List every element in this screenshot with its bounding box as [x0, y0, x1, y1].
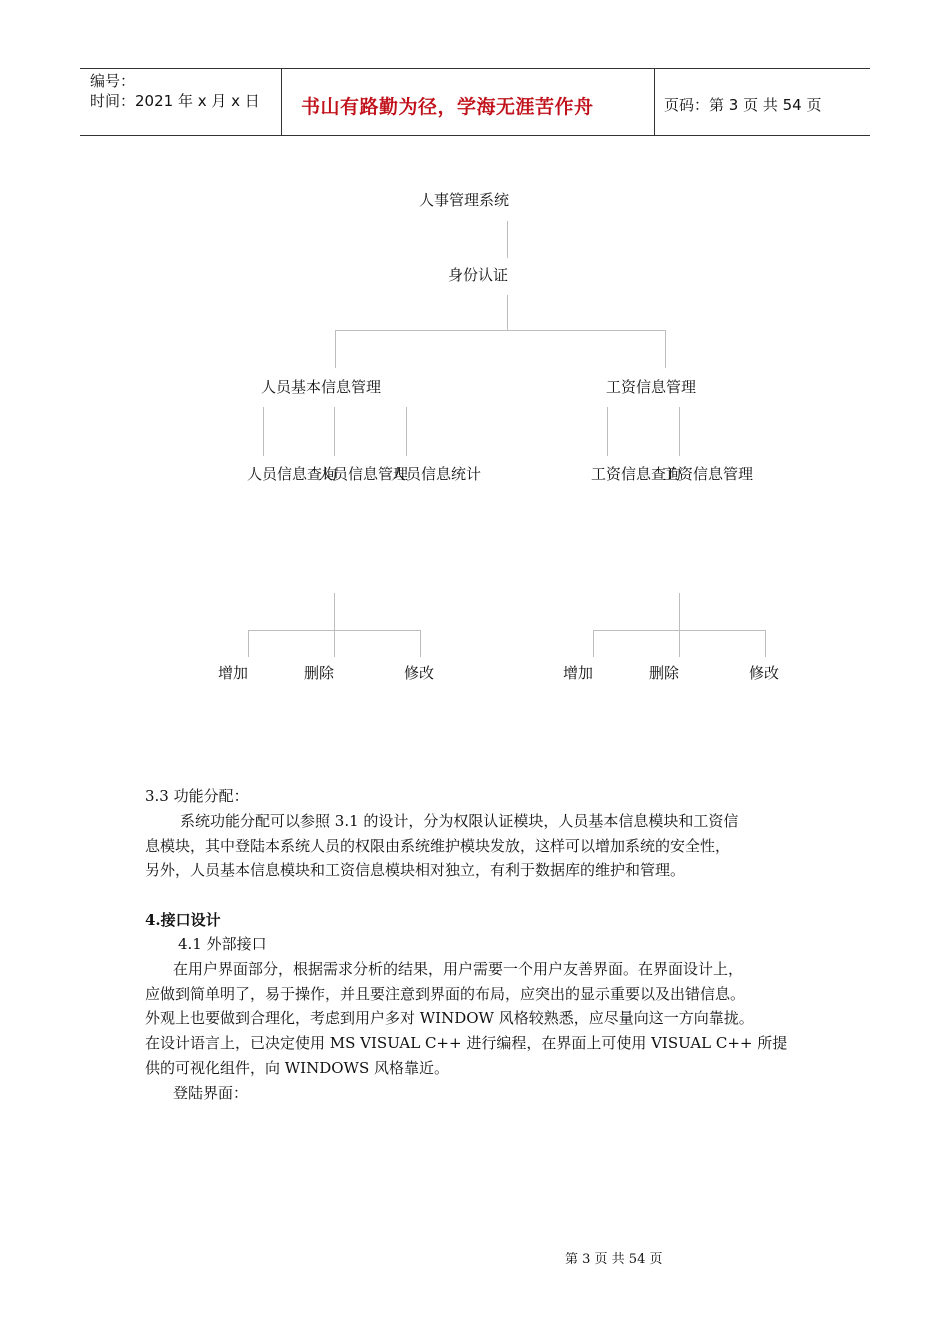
- section-3-3-line-1: 系统功能分配可以参照 3.1 的设计，分为权限认证模块，人员基本信息模块和工资信: [180, 812, 739, 830]
- section-4-login-label: 登陆界面：: [173, 1084, 249, 1102]
- line-left-child-2: [334, 407, 335, 456]
- header-top-rule: [80, 68, 870, 69]
- header-time-label: 时间：2021 年 x 月 x 日: [90, 92, 260, 110]
- line-right-child-1: [607, 407, 608, 456]
- node-right-op-edit: 修改: [749, 664, 780, 682]
- header-bottom-rule: [80, 135, 870, 136]
- section-4-title: 4.接口设计: [145, 911, 221, 929]
- line-left-child-3: [406, 407, 407, 456]
- header-motto: 书山有路勤为径，学海无涯苦作舟: [301, 96, 594, 118]
- footer-page-number: 第 3 页 共 54 页: [565, 1252, 663, 1267]
- header-divider-2: [654, 68, 655, 136]
- line-right-ops-stem: [679, 593, 680, 657]
- section-3-3-line-3: 另外，人员基本信息模块和工资信息模块相对独立，有利于数据库的维护和管理。: [145, 861, 686, 879]
- section-3-3-line-2: 息模块，其中登陆本系统人员的权限由系统维护模块发放，这样可以增加系统的安全性，: [145, 837, 731, 855]
- section-3-3-title: 3.3 功能分配：: [145, 787, 249, 805]
- header-divider-1: [281, 68, 282, 136]
- section-4-line-4: 在设计语言上，已决定使用 MS VISUAL C++ 进行编程，在界面上可使用 VISUAL C++ 所提: [145, 1034, 788, 1052]
- section-4-1-subtitle: 4.1 外部接口: [178, 935, 267, 953]
- node-left-branch: 人员基本信息管理: [261, 378, 382, 396]
- section-4-line-3: 外观上也要做到合理化，考虑到用户多对 WINDOW 风格较熟悉，应尽量向这一方向靠拢。: [145, 1009, 754, 1027]
- node-right-branch: 工资信息管理: [606, 378, 697, 396]
- line-right-op-1: [593, 630, 594, 657]
- line-left-ops-stem: [334, 593, 335, 657]
- line-right-child-2: [679, 407, 680, 456]
- node-right-child-1: 工资信息查询: [591, 465, 682, 483]
- header-page-label: 页码：第 3 页 共 54 页: [664, 96, 822, 114]
- line-auth-down: [507, 295, 508, 331]
- node-root: 人事管理系统: [419, 191, 510, 209]
- line-right-ops-h: [593, 630, 766, 631]
- line-branch-h: [335, 330, 666, 331]
- node-left-child-3: 人员信息统计: [391, 465, 482, 483]
- line-left-op-1: [248, 630, 249, 657]
- section-4-line-1: 在用户界面部分，根据需求分析的结果，用户需要一个用户友善界面。在界面设计上，: [173, 960, 744, 978]
- node-left-child-2: 人员信息管理: [318, 465, 409, 483]
- node-left-op-add: 增加: [218, 664, 249, 682]
- node-left-op-edit: 修改: [404, 664, 435, 682]
- line-left-child-1: [263, 407, 264, 456]
- line-root-auth: [507, 221, 508, 258]
- section-4-line-2: 应做到简单明了，易于操作，并且要注意到界面的布局，应突出的显示重要以及出错信息。: [145, 985, 746, 1003]
- node-left-child-1: 人员信息查询: [247, 465, 338, 483]
- header-number-label: 编号：: [90, 72, 136, 90]
- node-left-op-delete: 删除: [304, 664, 335, 682]
- line-branch-left: [335, 330, 336, 368]
- node-right-op-add: 增加: [563, 664, 594, 682]
- line-left-op-3: [420, 630, 421, 657]
- line-left-ops-h: [248, 630, 421, 631]
- node-auth: 身份认证: [448, 266, 509, 284]
- node-right-op-delete: 删除: [649, 664, 680, 682]
- line-branch-right: [665, 330, 666, 368]
- section-4-line-5: 供的可视化组件，向 WINDOWS 风格靠近。: [145, 1059, 450, 1077]
- line-right-op-3: [765, 630, 766, 657]
- node-right-child-2: 工资信息管理: [663, 465, 754, 483]
